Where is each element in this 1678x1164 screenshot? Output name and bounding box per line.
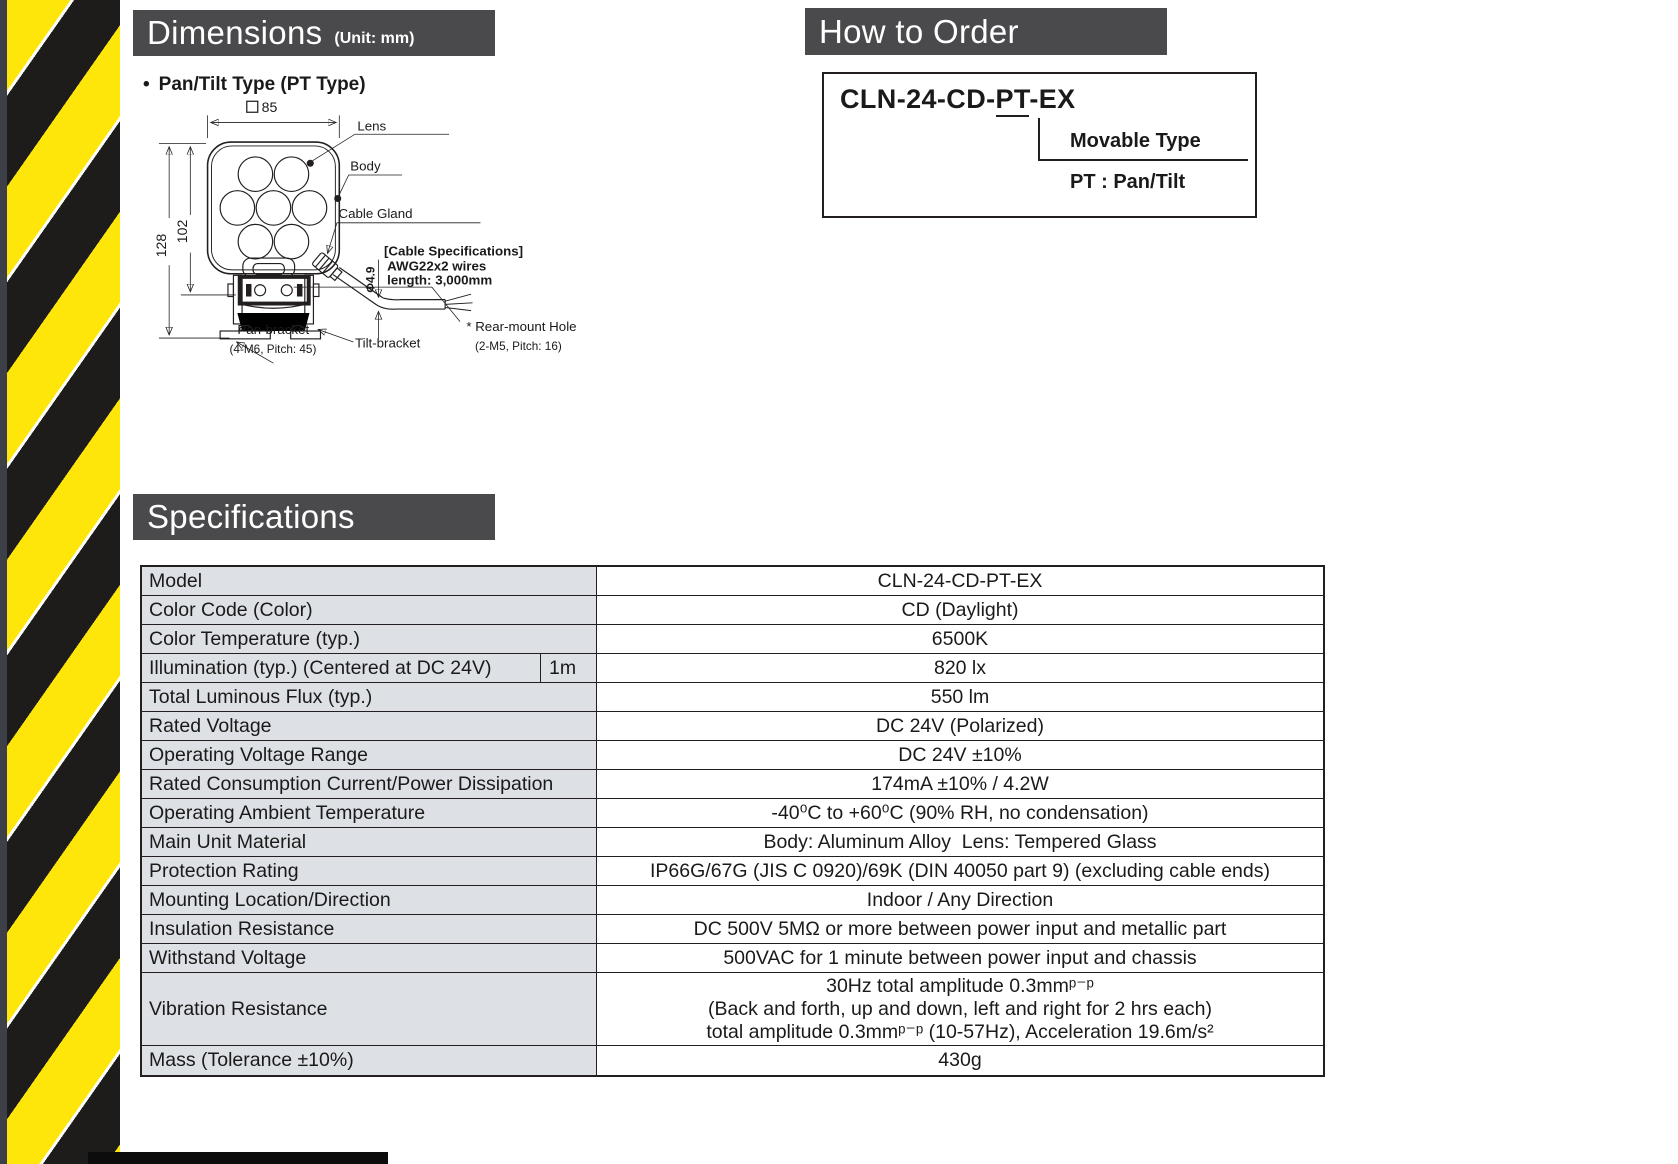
- row-label: Withstand Voltage: [149, 946, 307, 969]
- cable-diameter-label: Φ4.9: [364, 266, 378, 293]
- table-row: [142, 856, 1323, 885]
- table-row: [142, 567, 1323, 595]
- row-value-cell: [597, 596, 1323, 624]
- row-label-cell: [142, 683, 597, 711]
- bullet-marker: •: [143, 74, 150, 95]
- row-value: 6500K: [931, 627, 989, 650]
- how-to-order-title-text: How to Order: [819, 12, 1019, 50]
- lens-label: Lens: [357, 118, 387, 134]
- row-label-cell: [142, 567, 597, 595]
- row-value: DC 500V 5MΩ or more between power input and metallic part: [693, 917, 1227, 940]
- rear-mount-label: * Rear-mount Hole: [466, 319, 577, 335]
- row-label: Model: [149, 569, 203, 592]
- cable-specifications-note: [384, 244, 523, 288]
- row-value-cell: [597, 741, 1323, 769]
- row-label-cell: [142, 625, 597, 653]
- row-value-cell: [597, 886, 1323, 914]
- table-row: [142, 740, 1323, 769]
- row-label-cell: [142, 799, 597, 827]
- row-label: Main Unit Material: [149, 830, 307, 853]
- bottom-black-bar: [88, 1152, 388, 1164]
- row-value: 550 lm: [930, 685, 990, 708]
- row-label-cell: [142, 944, 597, 972]
- row-label-cell: [142, 770, 597, 798]
- row-label: Rated Voltage: [149, 714, 272, 737]
- tilt-bracket-label: Tilt-bracket: [354, 335, 421, 351]
- dim-body-height-value: 102: [174, 219, 191, 244]
- row-value-cell: [597, 915, 1323, 943]
- row-value: -40⁰C to +60⁰C (90% RH, no condensation): [771, 801, 1149, 824]
- row-value-cell: [597, 799, 1323, 827]
- row-label-cell: [142, 741, 597, 769]
- cable-gland-label: Cable Gland: [338, 206, 413, 222]
- model-number: [840, 84, 1076, 115]
- table-row: [142, 682, 1323, 711]
- specifications-title-text: Specifications: [147, 498, 355, 535]
- row-value-cell: [597, 712, 1323, 740]
- table-row: [142, 624, 1323, 653]
- row-value-cell: [597, 857, 1323, 885]
- row-value-cell: [597, 625, 1323, 653]
- row-label: Illumination (typ.) (Centered at DC 24V): [149, 656, 492, 679]
- pan-bracket-label: Pan-bracket: [237, 322, 310, 338]
- row-value: DC 24V ±10%: [898, 743, 1022, 766]
- row-value-line: total amplitude 0.3mmᵖ⁻ᵖ (10-57Hz), Acceleration 19.6m/s²: [706, 1020, 1214, 1043]
- row-label: Rated Consumption Current/Power Dissipation: [149, 772, 554, 795]
- row-value: Indoor / Any Direction: [866, 888, 1054, 911]
- row-value: CD (Daylight): [901, 598, 1019, 621]
- specifications-table: [140, 565, 1325, 1077]
- dimensions-section-title: [133, 10, 495, 56]
- table-row: [142, 653, 1323, 682]
- distance-subcell: 1m: [540, 654, 596, 682]
- row-value-line: (Back and forth, up and down, left and right for 2 hrs each): [707, 997, 1213, 1020]
- row-value-cell: [597, 944, 1323, 972]
- row-label-cell: [142, 973, 597, 1045]
- dimensions-unit-note: (Unit: mm): [334, 30, 415, 47]
- row-value: 430g: [938, 1049, 982, 1071]
- order-connector-horizontal: [1038, 159, 1248, 161]
- page-edge-strip: [0, 0, 7, 1164]
- row-value-cell: [597, 828, 1323, 856]
- table-row: [142, 827, 1323, 856]
- cable-diameter-dimension: [365, 260, 379, 338]
- row-label: Vibration Resistance: [149, 997, 328, 1020]
- model-movable-code: PT: [996, 84, 1030, 117]
- dim-width-value: 85: [261, 99, 278, 116]
- how-to-order-section-title: [805, 8, 1167, 55]
- table-row: [142, 798, 1323, 827]
- cable-spec-length: length: 3,000mm: [387, 272, 493, 288]
- table-row: [142, 711, 1323, 740]
- row-label: Color Code (Color): [149, 598, 313, 621]
- model-suffix: -EX: [1029, 84, 1076, 114]
- row-value-cell: [597, 654, 1323, 682]
- table-row: [142, 914, 1323, 943]
- table-row: [142, 885, 1323, 914]
- order-connector-vertical: [1038, 118, 1040, 159]
- cable-spec-wires: AWG22x2 wires: [387, 258, 487, 274]
- row-label-cell: [142, 915, 597, 943]
- row-label-cell: [142, 654, 597, 682]
- row-label-cell: [142, 886, 597, 914]
- pan-bracket-note: (4-M6, Pitch: 45): [229, 342, 317, 356]
- row-value: Body: Aluminum Alloy Lens: Tempered Glass: [763, 830, 1157, 853]
- row-value-cell: [597, 973, 1323, 1045]
- row-label-cell: [142, 596, 597, 624]
- table-row: [142, 595, 1323, 624]
- rear-mount-note: (2-M5, Pitch: 16): [474, 339, 562, 353]
- row-value-line: 30Hz total amplitude 0.3mmᵖ⁻ᵖ: [826, 974, 1094, 997]
- table-row: [142, 972, 1323, 1045]
- row-label: Total Luminous Flux (typ.): [149, 685, 373, 708]
- pan-tilt-type-subtitle: [143, 74, 366, 96]
- callout-pan-bracket: [230, 322, 317, 363]
- table-row: [142, 943, 1323, 972]
- specifications-section-title: [133, 494, 495, 540]
- pan-tilt-type-label: Pan/Tilt Type (PT Type): [158, 74, 366, 95]
- row-label: Color Temperature (typ.): [149, 627, 360, 650]
- row-value: 500VAC for 1 minute between power input and chassis: [723, 946, 1197, 969]
- row-label: Operating Ambient Temperature: [149, 801, 426, 824]
- dim-total-height-value: 128: [153, 233, 170, 258]
- dimensions-title-text: Dimensions: [147, 14, 323, 51]
- callout-body: [334, 158, 402, 202]
- row-value: IP66G/67G (JIS C 0920)/69K (DIN 40050 part 9) (excluding cable ends): [650, 859, 1270, 882]
- order-code-box: [822, 72, 1257, 218]
- row-label: Mass (Tolerance ±10%): [149, 1049, 354, 1071]
- row-label-cell: [142, 1046, 597, 1075]
- row-label-cell: [142, 712, 597, 740]
- model-prefix: CLN-24-CD-: [840, 84, 996, 114]
- row-label: Insulation Resistance: [149, 917, 335, 940]
- row-value: CLN-24-CD-PT-EX: [877, 569, 1043, 592]
- row-value: 174mA ±10% / 4.2W: [871, 772, 1049, 795]
- row-label-cell: [142, 828, 597, 856]
- row-value-cell: [597, 770, 1323, 798]
- table-row: [142, 1045, 1323, 1075]
- table-row: [142, 769, 1323, 798]
- pan-tilt-code-note: PT : Pan/Tilt: [1070, 171, 1186, 193]
- movable-type-label: Movable Type: [1070, 130, 1201, 152]
- row-value: 820 lx: [933, 656, 987, 679]
- row-label: Operating Voltage Range: [149, 743, 368, 766]
- row-value-cell: [597, 1046, 1323, 1075]
- row-label: Protection Rating: [149, 859, 299, 882]
- body-label: Body: [350, 158, 381, 174]
- row-label: Mounting Location/Direction: [149, 888, 391, 911]
- row-value-cell: [597, 567, 1323, 595]
- dimension-drawing: [133, 95, 733, 440]
- row-value: DC 24V (Polarized): [876, 714, 1044, 737]
- lens-circles: [220, 157, 327, 259]
- width-dimension: [208, 99, 340, 138]
- row-label-cell: [142, 857, 597, 885]
- row-value-cell: [597, 683, 1323, 711]
- height-dimensions: [153, 144, 236, 338]
- callout-tilt-bracket: [318, 329, 420, 350]
- callout-rear-mount: [294, 287, 577, 353]
- hazard-stripe-band: [7, 0, 120, 1164]
- cable-spec-header: [Cable Specifications]: [383, 243, 524, 259]
